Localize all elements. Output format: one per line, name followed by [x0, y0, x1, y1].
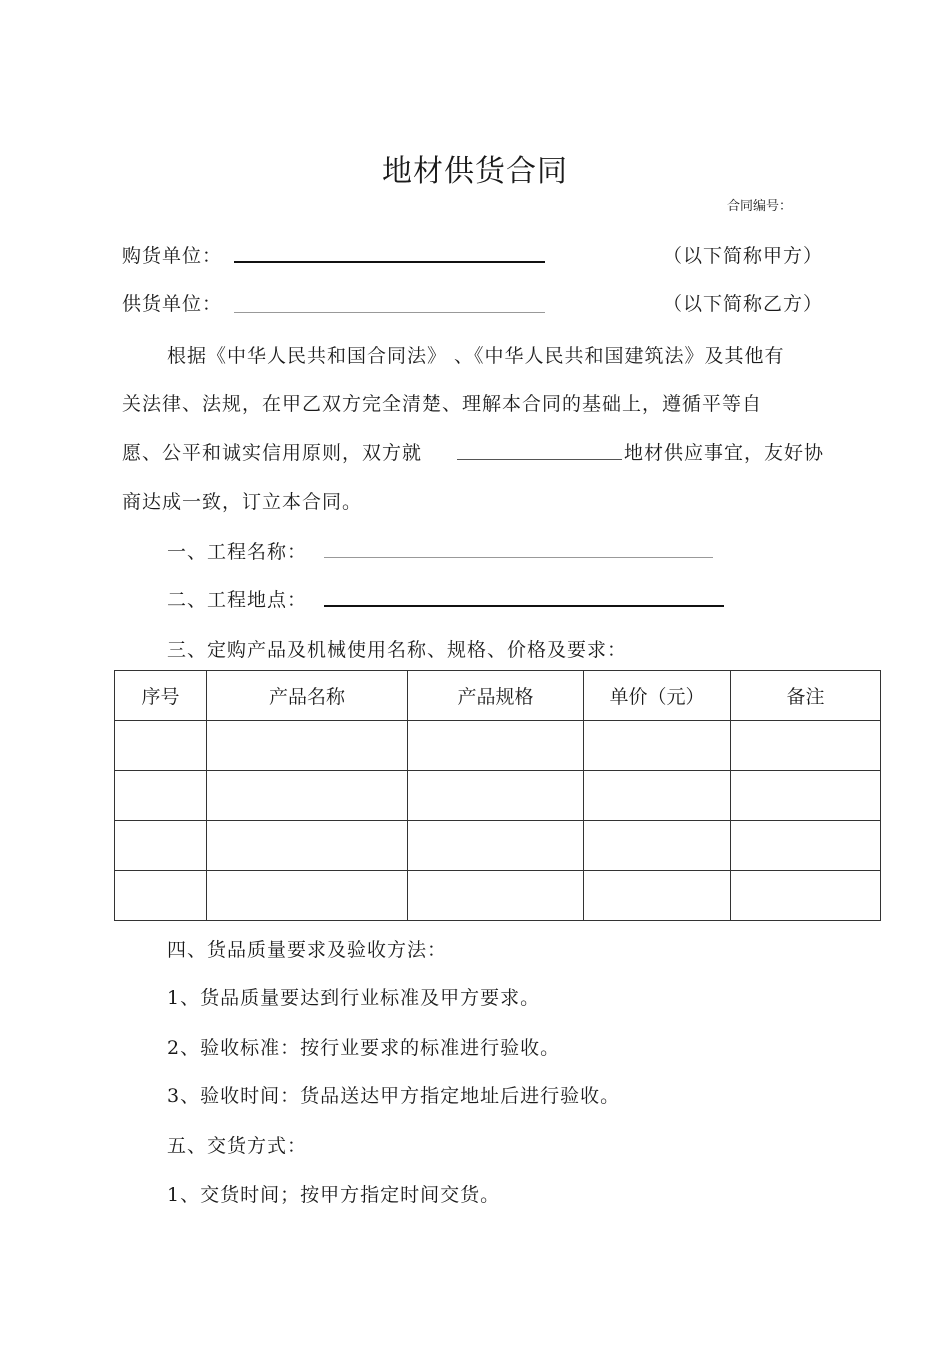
table-cell[interactable] [731, 871, 881, 921]
table-header-row [115, 671, 881, 721]
table-cell[interactable] [207, 721, 408, 771]
table-cell[interactable] [207, 771, 408, 821]
table-cell[interactable] [207, 871, 408, 921]
project-name-blank-line [324, 557, 713, 558]
header-serial-no: 序号 [115, 671, 207, 721]
section-4-item-3: 3、验收时间：货品送达甲方指定地址后进行验收。 [167, 1085, 621, 1107]
project-location-blank-line [324, 605, 724, 607]
table-row [115, 821, 881, 871]
table-cell[interactable] [584, 721, 731, 771]
table-cell[interactable] [207, 821, 408, 871]
preamble-line-2: 关法律、法规，在甲乙双方完全清楚、理解本合同的基础上，遵循平等自 [122, 393, 763, 415]
table-cell[interactable] [115, 871, 207, 921]
table-row [115, 771, 881, 821]
buyer-label: 购货单位： [122, 245, 223, 267]
preamble-line-3b: 地材供应事宜，友好协 [624, 442, 825, 464]
header-remarks: 备注 [731, 671, 881, 721]
supplier-note: （以下简称乙方） [663, 293, 824, 315]
preamble-line-3a: 愿、公平和诚实信用原则，双方就 [122, 442, 423, 464]
table-cell[interactable] [115, 721, 207, 771]
buyer-note: （以下简称甲方） [663, 245, 824, 267]
table-cell[interactable] [115, 821, 207, 871]
product-table [114, 670, 881, 921]
table-cell[interactable] [731, 721, 881, 771]
section-4-item-2: 2、验收标准：按行业要求的标准进行验收。 [167, 1037, 561, 1059]
section-4-heading: 四、货品质量要求及验收方法： [167, 939, 448, 961]
project-location-label: 二、工程地点： [167, 589, 308, 611]
header-product-spec: 产品规格 [408, 671, 584, 721]
table-cell[interactable] [408, 771, 584, 821]
section-4-item-1: 1、货品质量要达到行业标准及甲方要求。 [167, 987, 541, 1009]
contract-number-label: 合同编号： [727, 199, 793, 214]
table-cell[interactable] [731, 771, 881, 821]
supplier-blank-line [234, 312, 545, 313]
supplier-label: 供货单位： [122, 293, 223, 315]
preamble-line-4: 商达成一致，订立本合同。 [122, 491, 363, 513]
section-5-heading: 五、交货方式： [167, 1135, 308, 1157]
table-cell[interactable] [115, 771, 207, 821]
material-blank-line [457, 459, 622, 460]
buyer-blank-line [234, 261, 545, 263]
table-row [115, 721, 881, 771]
project-name-label: 一、工程名称： [167, 541, 308, 563]
table-cell[interactable] [731, 821, 881, 871]
preamble-line-1: 根据《中华人民共和国合同法》 、《中华人民共和国建筑法》及其他有 [167, 345, 785, 367]
table-cell[interactable] [584, 771, 731, 821]
header-unit-price: 单价（元） [584, 671, 731, 721]
table-cell[interactable] [408, 821, 584, 871]
table-cell[interactable] [584, 821, 731, 871]
header-product-name: 产品名称 [207, 671, 408, 721]
table-cell[interactable] [584, 871, 731, 921]
section-3-heading: 三、定购产品及机械使用名称、规格、价格及要求： [167, 639, 628, 661]
document-title: 地材供货合同 [382, 154, 568, 189]
section-5-item-1: 1、交货时间；按甲方指定时间交货。 [167, 1184, 501, 1206]
table-row [115, 871, 881, 921]
table-cell[interactable] [408, 721, 584, 771]
table-cell[interactable] [408, 871, 584, 921]
